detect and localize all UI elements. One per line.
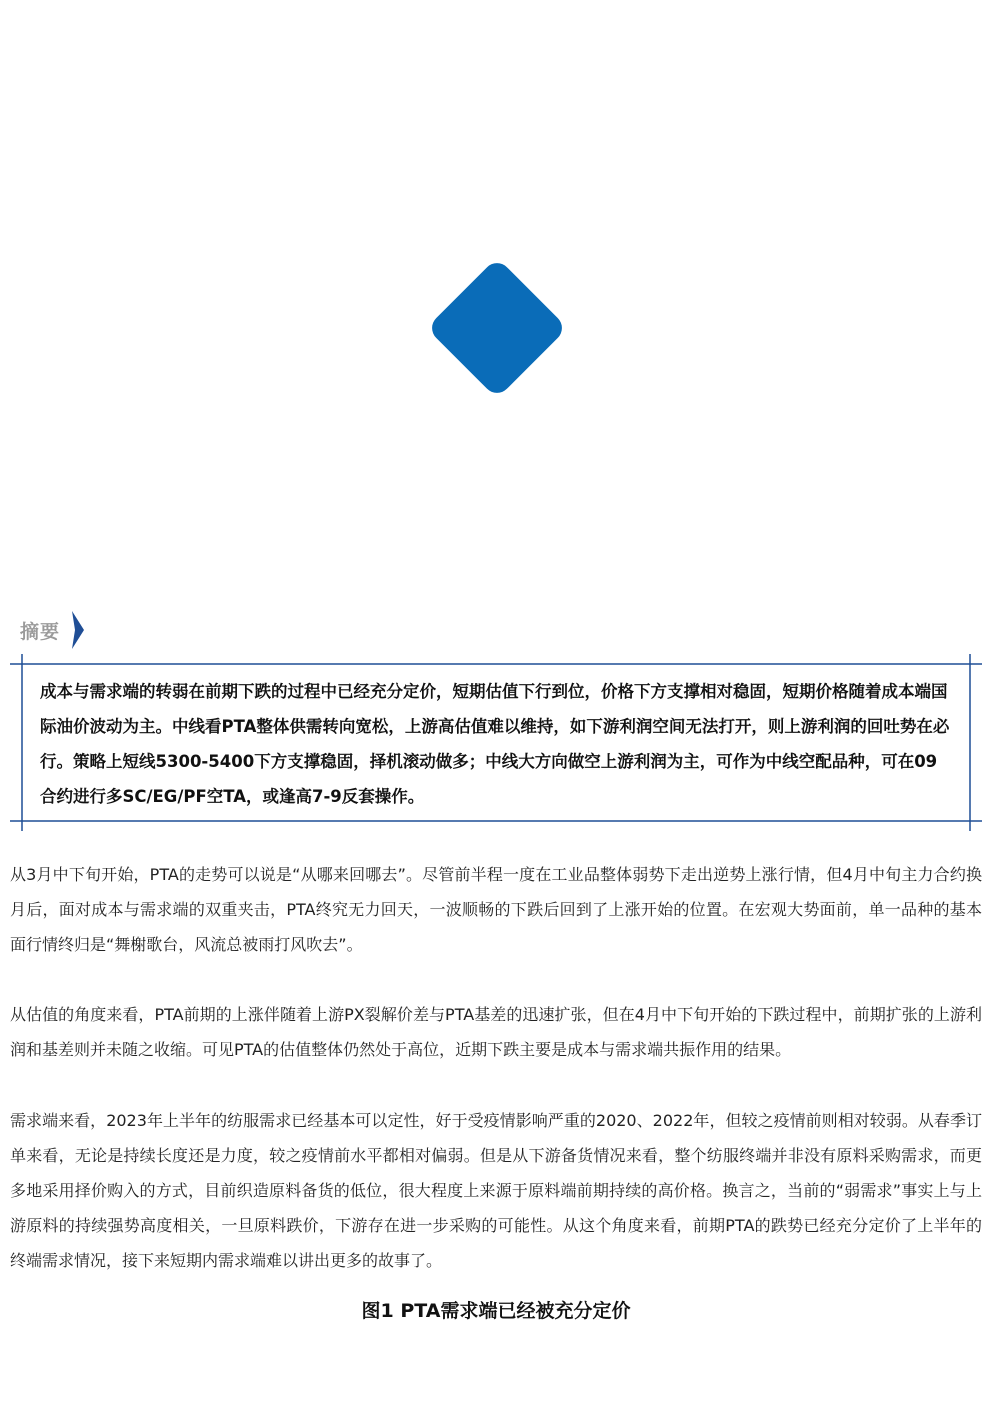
chevron-right-icon — [72, 611, 84, 649]
figure-title: 图1 PTA需求端已经被充分定价 — [361, 1300, 631, 1322]
abstract-text: 成本与需求端的转弱在前期下跌的过程中已经充分定价，短期估值下行到位，价格下方支撑相对稳固，短期价格随着成本端国际油价波动为主。中线看PTA整体供需转向宽松，上游高估值难以维持，如下游利润空间无法打开，则上游利润的回吐势在必行。策略上短线5300-5400下方支撑稳固，择机滚动做多；中线大方向做空上游利润为主，可作为中线空配品种，可在09合约进行多SC/EG/PF空TA，或逢高7-9反套操作。 — [40, 682, 950, 806]
logo-diamond-icon — [426, 257, 568, 399]
body-paragraph-3: 需求端来看，2023年上半年的纺服需求已经基本可以定性，好于受疫情影响严重的2020、2022年，但较之疫情前则相对较弱。从春季订单来看，无论是持续长度还是力度，较之疫情前水平都相对偏弱。但是从下游备货情况来看，整个纺服终端并非没有原料采购需求，而更多地采用择价购入的方式，目前织造原料备货的低位，很大程度上来源于原料端前期持续的高价格。换言之，当前的“弱需求”事实上与上游原料的持续强势高度相关，一旦原料跌价，下游存在进一步采购的可能性。从这个角度来看，前期PTA的跌势已经充分定价了上半年的终端需求情况，接下来短期内需求端难以讲出更多的故事了。 — [10, 1111, 982, 1270]
body-paragraph-1: 从3月中下旬开始，PTA的走势可以说是“从哪来回哪去”。尽管前半程一度在工业品整体弱势下走出逆势上涨行情，但4月中旬主力合约换月后，面对成本与需求端的双重夹击，PTA终究无力回天，一波顺畅的下跌后回到了上涨开始的位置。在宏观大势面前，单一品种的基本面行情终归是“舞榭歌台，风流总被雨打风吹去”。 — [10, 865, 982, 954]
abstract-header — [20, 610, 84, 650]
body-paragraph-2: 从估值的角度来看，PTA前期的上涨伴随着上游PX裂解价差与PTA基差的迅速扩张，但在4月中下旬开始的下跌过程中，前期扩张的上游利润和基差则并未随之收缩。可见PTA的估值整体仍然处于高位，近期下跌主要是成本与需求端共振作用的结果。 — [10, 1005, 982, 1059]
abstract-label: 摘要 — [20, 620, 61, 643]
